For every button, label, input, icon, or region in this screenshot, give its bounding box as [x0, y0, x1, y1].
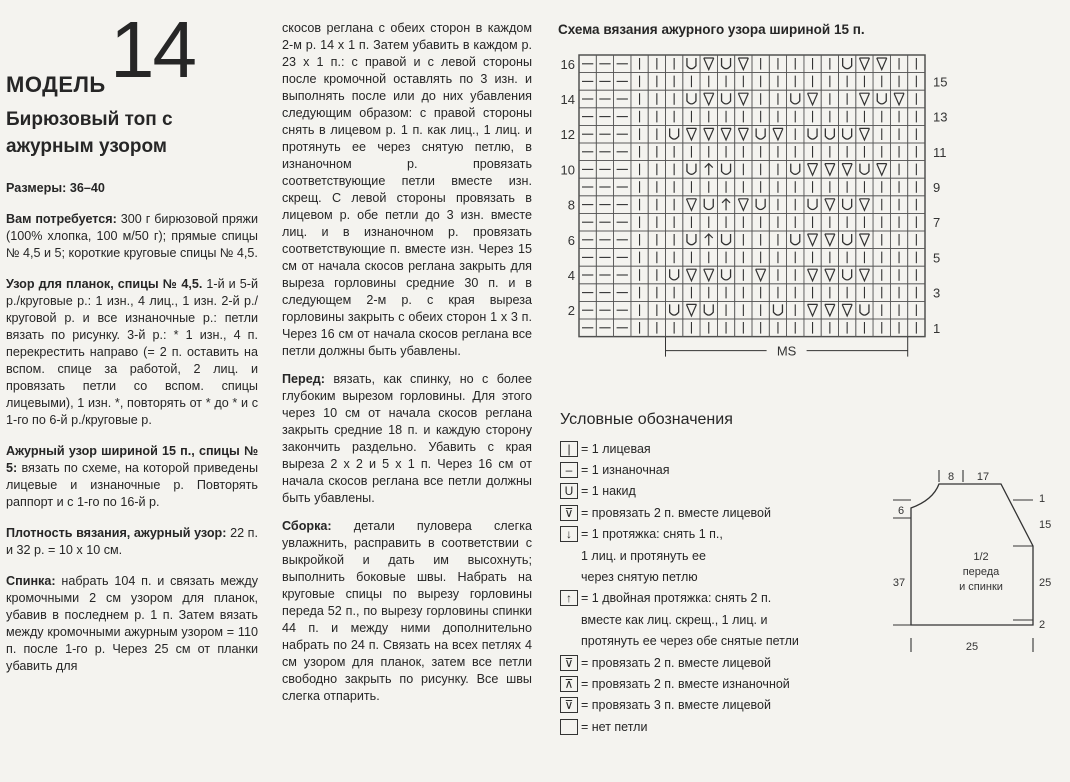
row-label-right: 5 [933, 250, 941, 266]
double-slip-symbol [722, 199, 730, 211]
dim-label: 25 [965, 641, 979, 653]
row-label-right: 15 [933, 74, 948, 90]
legend-text-cont: через снятую петлю [581, 570, 698, 585]
k2tog-symbol [808, 234, 818, 246]
assembly-label: Сборка: [282, 519, 332, 533]
yarn-over-symbol [877, 93, 886, 104]
row-label-right: 9 [933, 180, 941, 195]
model-number: 14 [110, 5, 195, 94]
dim-label: 17 [976, 471, 990, 483]
dim-label: 25 [1039, 577, 1052, 589]
yarn-over-symbol [843, 58, 852, 69]
legend-text: = 1 накид [581, 484, 636, 499]
edge-pattern [6, 276, 258, 429]
legend-symbol-icon: | [560, 441, 578, 457]
k2tog-symbol [877, 164, 887, 176]
yarn-over-symbol [791, 234, 800, 245]
k2tog-symbol [704, 58, 714, 70]
lace-pattern-label: Ажурный узор шириной 15 п., спицы № 5: [6, 444, 258, 475]
yarn-over-symbol [860, 164, 869, 175]
chart-cell [839, 196, 856, 214]
k2tog-symbol [859, 234, 869, 246]
yarn-over-symbol [808, 199, 817, 210]
k2tog-symbol [842, 304, 852, 316]
chart-cell [787, 161, 804, 179]
k2tog-symbol [686, 304, 696, 316]
sizes-label: Размеры: [6, 181, 67, 195]
row-label-right: 11 [933, 144, 947, 160]
chart-cell [873, 90, 890, 108]
row-label-left: 6 [567, 232, 575, 248]
row-label-left: 14 [560, 92, 575, 107]
chart-cell [683, 55, 700, 73]
k2tog-symbol [756, 269, 766, 281]
legend-text-cont: вместе как лиц. скрещ., 1 лиц. и [581, 612, 768, 627]
edge-pattern-text: 1-й и 5-й р./круговые р.: 1 изн., 4 лиц., 1 изн. 2-й р./круговой р. и все изнаночные р.: петли вязать по рисунку. 3-й р.: * 1 изн., 4 п. перекрестить направо (= 2 п. оставить на вспом. спице за работой, 2 лиц. и провязать петли со вспом. спицы лицевыми), 1 изн. *, повторять от * до * и с 1-го по 6-й р./круговые р. [6, 277, 259, 427]
right-column [555, 0, 1067, 737]
yarn-over-symbol [722, 93, 731, 104]
back-continued: скосов реглана с обеих сторон в каждом 2-м р. 14 х 1 п. Затем убавить в каждом р. 23 х 1 п.: с правой и с левой стороны после кромочной оставлять по 3 изн. и выполнять после или до них убавления следующим образом: с правой стороны снять в лицевом р. 1 п. как лиц., 1 лиц. и протянуть ее через снятую петлю, в изнаночном р. провязать соответствующие петли вместе изн. скрещ. С левой стороны провязать в лицевом р. обе петли до 3 изн. вместе лиц. и в изнаночном р. провязать соответствующие п. вместе изн. Через 15 см от начала скосов реглана закрыть для выреза горловины средние 30 п. и в следующем 2-м р. с края выреза горловины закрыть с обеих сторон 1 х 3 п. Через 16 см от начала скосов реглана все петли должны быть убавлены. [282, 21, 532, 358]
legend-symbol-icon: ⊽ [560, 655, 578, 671]
legend-text: = провязать 2 п. вместе лицевой [581, 505, 771, 520]
legend-text: = 1 протяжка: снять 1 п., [581, 527, 723, 542]
row-label-left: 10 [560, 162, 575, 178]
legend-symbol-icon: U [560, 483, 578, 499]
chart-cell [804, 196, 821, 214]
double-slip-symbol [705, 234, 713, 246]
yarn-over-symbol [843, 234, 852, 245]
k2tog-symbol [808, 164, 818, 176]
chart-cell [666, 125, 683, 143]
chart-cell [717, 161, 734, 179]
legend-text-cont: 1 лиц. и протянуть ее [581, 548, 706, 563]
k2tog-symbol [686, 269, 696, 281]
front-instructions [282, 371, 532, 507]
legend-title: Условные обозначения [560, 411, 733, 428]
dim-label: 1 [1039, 493, 1046, 505]
middle-column [282, 20, 532, 716]
diagram-label: 1/2 [973, 551, 989, 563]
yarn-over-symbol [808, 128, 817, 139]
dim-label: 37 [893, 577, 906, 589]
yarn-over-symbol [791, 164, 800, 175]
legend-symbol-icon: ↑ [560, 590, 578, 606]
k2tog-symbol [738, 58, 748, 70]
materials [6, 211, 258, 262]
k2tog-symbol [738, 128, 748, 140]
k2tog-symbol [842, 164, 852, 176]
yarn-over-symbol [756, 199, 765, 210]
row-label-left: 4 [567, 268, 575, 283]
yarn-over-symbol [756, 128, 765, 139]
back-label: Спинка: [6, 574, 56, 588]
chart-cell [752, 196, 769, 214]
materials-label: Вам потребуется: [6, 212, 117, 226]
row-label-right: 1 [933, 320, 941, 336]
k2tog-symbol [704, 128, 714, 140]
chart-cell [752, 125, 769, 143]
yarn-over-symbol [687, 234, 696, 245]
yarn-over-symbol [704, 304, 713, 315]
repeat-label: MS [776, 343, 797, 359]
chart-cell [821, 125, 838, 143]
chart-cell [683, 231, 700, 249]
dim-label: 8 [947, 471, 955, 483]
lace-pattern-text: вязать по схеме, на которой приведены лицевые и изнаночные р. Повторять раппорт и с 1-го по 16-й р. [6, 461, 259, 509]
k2tog-symbol [808, 304, 818, 316]
yarn-over-symbol [722, 164, 731, 175]
legend-symbol-icon: ⊽ [560, 697, 578, 713]
dim-label: 15 [1039, 519, 1052, 531]
legend-text: = 1 изнаночная [581, 463, 670, 478]
k2tog-symbol [825, 199, 835, 211]
legend-text: = провязать 2 п. вместе лицевой [581, 655, 771, 670]
chart-cell [700, 196, 717, 214]
k2tog-symbol [825, 269, 835, 281]
legend-item [560, 695, 1067, 716]
k2tog-symbol [877, 58, 887, 70]
chart-cell [839, 266, 856, 284]
garment-outline [911, 484, 1033, 625]
garment-diagram [893, 460, 1063, 660]
left-column [6, 0, 258, 689]
gauge-label: Плотность вязания, ажурный узор: [6, 526, 227, 540]
chart-cell [787, 231, 804, 249]
k2tog-symbol [686, 199, 696, 211]
chart-cell [700, 301, 717, 319]
k2tog-symbol [825, 304, 835, 316]
sizes-value: 36–40 [69, 181, 105, 195]
k2tog-symbol [825, 234, 835, 246]
k2tog-symbol [859, 269, 869, 281]
row-label-left: 16 [560, 56, 575, 72]
k2tog-symbol [859, 199, 869, 211]
k2tog-symbol [738, 93, 748, 105]
assembly-instructions [282, 518, 532, 705]
gauge-text: 22 п. и 32 р. = 10 х 10 см. [6, 526, 258, 557]
k2tog-symbol [859, 93, 869, 105]
chart-cell [717, 231, 734, 249]
row-label-right: 7 [933, 215, 941, 231]
legend-symbol-icon: ⊽ [560, 505, 578, 521]
materials-text: 300 г бирюзовой пряжи (100% хлопка, 100 м/50 г); прямые спицы № 4,5 и 5; короткие круговые спицы № 4,5. [6, 212, 259, 260]
dim-label: 6 [897, 505, 905, 517]
k2tog-symbol [859, 58, 869, 70]
yarn-over-symbol [722, 234, 731, 245]
legend-symbol-icon: ↓ [560, 526, 578, 542]
model-word: МОДЕЛЬ [6, 72, 106, 97]
k2tog-symbol [808, 93, 818, 105]
diagram-label: и спинки [959, 581, 1003, 593]
legend-item [560, 673, 1067, 694]
chart-cell [839, 125, 856, 143]
chart-cell [804, 125, 821, 143]
legend-text-cont: протянуть ее через обе снятые петли [581, 634, 799, 649]
yarn-over-symbol [791, 93, 800, 104]
yarn-over-symbol [670, 128, 679, 139]
chart-cell [839, 231, 856, 249]
front-text: вязать, как спинку, но с более глубоким вырезом горловины. Для этого через 10 см от начала скосов реглана закрыть средние 18 п. и каждую сторону закончить раздельно. Убавить с края выреза 2 х 2 и 5 х 1 п. Через 16 см от начала скосов реглана все петли должны быть убавлены. [282, 372, 533, 505]
yarn-over-symbol [670, 304, 679, 315]
knitting-chart [557, 41, 977, 371]
k2tog-symbol [704, 93, 714, 105]
chart-cell [717, 90, 734, 108]
row-label-left: 2 [567, 303, 575, 319]
chart-cell [717, 266, 734, 284]
legend-symbol-icon: – [560, 462, 578, 478]
chart-title: Схема вязания ажурного узора шириной 15 п. [558, 22, 865, 37]
legend-symbol-icon: ⊼ [560, 676, 578, 692]
legend-text: = 1 двойная протяжка: снять 2 п. [581, 591, 772, 606]
assembly-text: детали пуловера слегка увлажнить, расправить в соответствии с выкройкой и дать им высохнуть; выполнить боковые швы. Набрать на круговые спицы по вырезу горловины переда 52 п., по вырезу горловины спинки 44 п. и между ними дополнительно набрать по 24 п. Связать на всех петлях 4 см узором для планок, затем все петли свободно закрыть по рисунку. Все швы слегка отпарить. [282, 519, 532, 703]
edge-pattern-label: Узор для планок, спицы № 4,5. [6, 277, 203, 291]
double-slip-symbol [705, 164, 713, 176]
legend-item [560, 438, 1067, 459]
front-label: Перед: [282, 372, 325, 386]
k2tog-symbol [773, 128, 783, 140]
k2tog-symbol [721, 128, 731, 140]
diagram-label: переда [962, 566, 1000, 578]
k2tog-symbol [704, 269, 714, 281]
legend-text: = провязать 3 п. вместе лицевой [581, 698, 771, 713]
k2tog-symbol [825, 164, 835, 176]
legend-symbol-icon [560, 719, 578, 735]
k2tog-symbol [686, 128, 696, 140]
chart-cell [856, 301, 873, 319]
sizes [6, 180, 258, 197]
chart-cell [769, 301, 786, 319]
legend-text: = провязать 2 п. вместе изнаночной [581, 676, 790, 691]
gauge [6, 525, 258, 559]
yarn-over-symbol [687, 164, 696, 175]
yarn-over-symbol [843, 269, 852, 280]
yarn-over-symbol [704, 199, 713, 210]
chart-cell [856, 161, 873, 179]
k2tog-symbol [894, 93, 904, 105]
lace-pattern [6, 443, 258, 511]
chart-cell [666, 266, 683, 284]
chart-cell [717, 55, 734, 73]
back-instructions [6, 573, 258, 675]
yarn-over-symbol [722, 58, 731, 69]
yarn-over-symbol [843, 199, 852, 210]
chart-cell [787, 90, 804, 108]
yarn-over-symbol [722, 269, 731, 280]
yarn-over-symbol [670, 269, 679, 280]
legend-item [560, 716, 1067, 737]
yarn-over-symbol [825, 128, 834, 139]
yarn-over-symbol [687, 93, 696, 104]
k2tog-symbol [738, 199, 748, 211]
chart-cell [666, 301, 683, 319]
chart-cell [839, 55, 856, 73]
yarn-over-symbol [843, 128, 852, 139]
back-text: набрать 104 п. и связать между кромочными 2 см узором для планок, убавив в последнем р. 1 п. Затем вязать между кромочными ажурным узором = 110 п. после 1-го р. Через 25 см от планки убавить для [6, 574, 258, 673]
row-label-right: 13 [933, 109, 948, 125]
yarn-over-symbol [860, 304, 869, 315]
legend-text: = нет петли [581, 719, 648, 734]
row-label-left: 12 [560, 127, 575, 143]
yarn-over-symbol [687, 58, 696, 69]
k2tog-symbol [859, 128, 869, 140]
page-title: Бирюзовый топ с ажурным узором [6, 109, 173, 157]
k2tog-symbol [808, 269, 818, 281]
dim-label: 2 [1039, 619, 1046, 631]
model-header [6, 0, 258, 100]
yarn-over-symbol [773, 304, 782, 315]
legend-text: = 1 лицевая [581, 441, 651, 456]
row-label-left: 8 [567, 197, 575, 213]
chart-cell [683, 90, 700, 108]
chart-cell [683, 161, 700, 179]
row-label-right: 3 [933, 285, 941, 301]
